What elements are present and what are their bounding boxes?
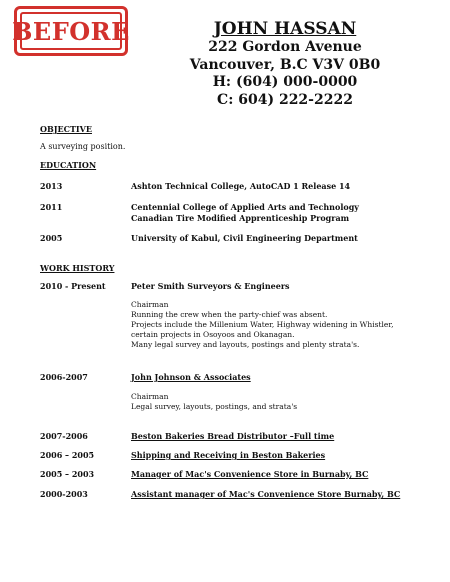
- cell-phone: C: 604) 222-2222: [217, 91, 353, 108]
- education-line: Ashton Technical College, AutoCAD 1 Release 14: [131, 181, 351, 191]
- work-date: 2005 – 2003: [40, 469, 95, 479]
- work-employer: Manager of Mac's Convenience Store in Burnaby, BC: [131, 469, 369, 479]
- work-detail-line: Many legal survey and layouts, postings and plenty strata's.: [131, 340, 360, 349]
- work-date: 2006-2007: [40, 372, 88, 382]
- work-employer: John Johnson & Associates: [131, 372, 251, 382]
- education-desc: [131, 181, 350, 192]
- objective-heading: OBJECTIVE: [40, 124, 92, 134]
- work-date: 2010 - Present: [40, 281, 106, 291]
- work-employer: Beston Bakeries Bread Distributor –Full time: [131, 431, 335, 441]
- education-heading: EDUCATION: [40, 160, 97, 170]
- before-stamp-label: BEFORE: [20, 12, 122, 50]
- candidate-name: JOHN HASSAN: [213, 19, 357, 39]
- work-detail-line: certain projects in Osoyoos and Okanagan.: [131, 330, 295, 339]
- work-details: [131, 392, 297, 412]
- work-history-heading: WORK HISTORY: [40, 263, 115, 273]
- work-date: 2000-2003: [40, 489, 88, 499]
- education-date: 2005: [40, 233, 63, 243]
- education-line: Canadian Tire Modified Apprenticeship Program: [131, 212, 350, 223]
- work-date: 2007-2006: [40, 431, 88, 441]
- work-detail-line: Legal survey, layouts, postings, and strata's: [131, 402, 298, 411]
- education-date: 2013: [40, 181, 63, 191]
- resume-header: [120, 19, 450, 109]
- work-detail-line: Projects include the Millenium Water, Highway widening in Whistler,: [131, 320, 394, 329]
- street-address: 222 Gordon Avenue: [208, 39, 362, 55]
- education-desc: [131, 202, 359, 223]
- education-desc: [131, 233, 358, 244]
- before-stamp: [14, 6, 128, 56]
- work-employer: Shipping and Receiving in Beston Bakeries: [131, 450, 326, 460]
- education-line: University of Kabul, Civil Engineering Department: [131, 233, 358, 243]
- city-postal: Vancouver, B.C V3V 0B0: [189, 56, 381, 73]
- work-date: 2006 – 2005: [40, 450, 95, 460]
- education-line: Centennial College of Applied Arts and Technology: [131, 202, 359, 212]
- work-detail-line: Chairman: [131, 300, 169, 309]
- education-date: 2011: [40, 202, 63, 212]
- work-employer: Assistant manager of Mac's Convenience Store Burnaby, BC: [131, 489, 401, 499]
- work-detail-line: Running the crew when the party-chief was absent.: [131, 310, 328, 319]
- work-employer: Peter Smith Surveyors & Engineers: [131, 281, 290, 291]
- work-details: [131, 300, 393, 350]
- home-phone: H: (604) 000-0000: [212, 74, 358, 90]
- objective-text: A surveying position.: [40, 142, 126, 151]
- work-detail-line: Chairman: [131, 392, 169, 401]
